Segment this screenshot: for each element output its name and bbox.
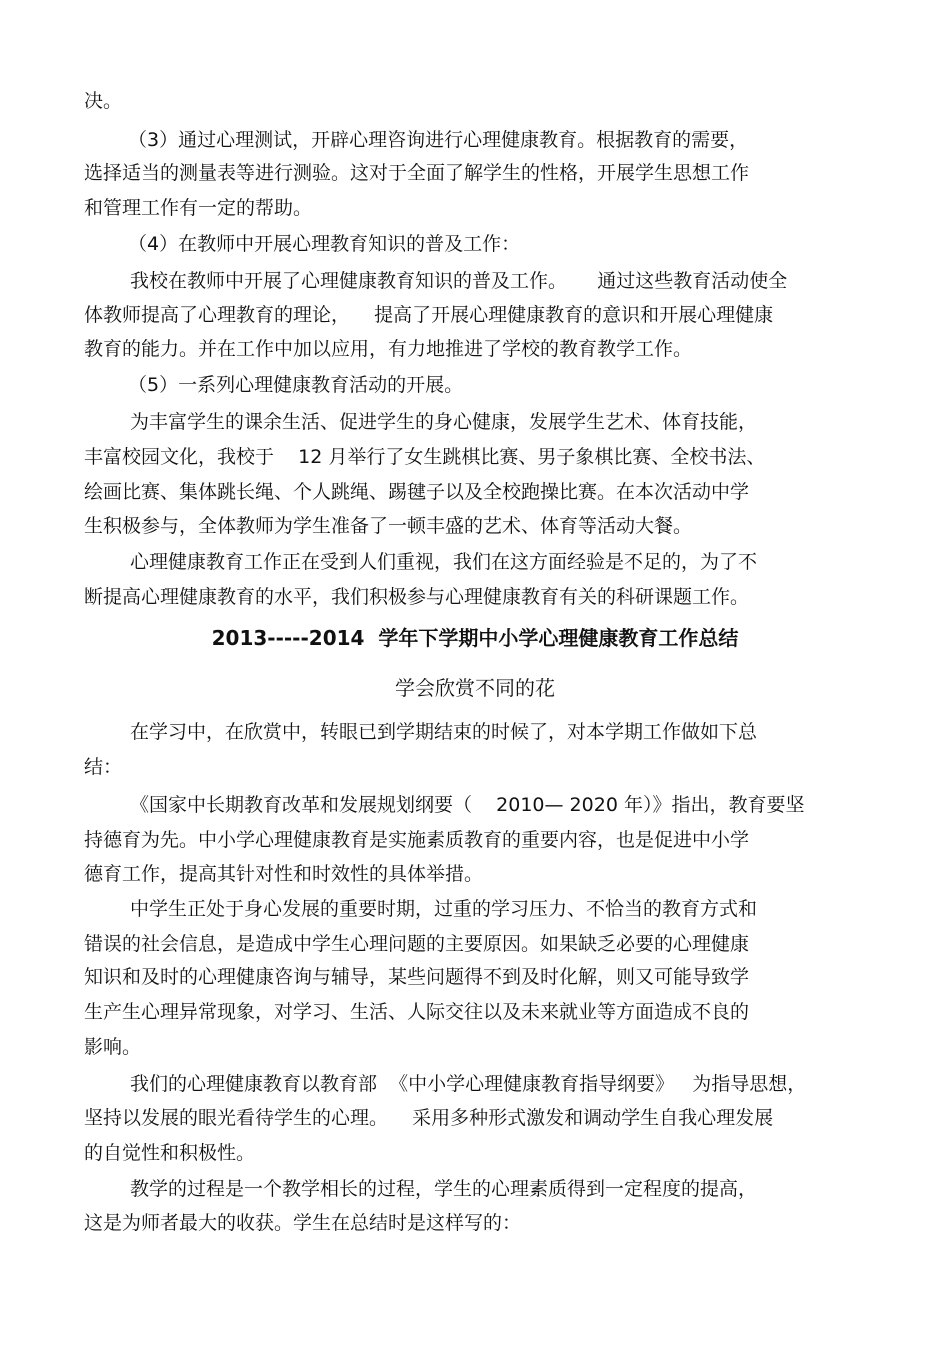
text-line: 持德育为先。中小学心理健康教育是实施素质教育的重要内容，也是促进中小学 (84, 829, 750, 851)
text-line: 知识和及时的心理健康咨询与辅导，某些问题得不到及时化解，则又可能导致学 (84, 966, 750, 988)
text-line: 体教师提高了心理教育的理论， 提高了开展心理健康教育的意识和开展心理健康 (84, 304, 774, 326)
text-line: 我们的心理健康教育以教育部 《中小学心理健康教育指导纲要》 为指导思想， (130, 1073, 807, 1095)
text-line: 在学习中，在欣赏中，转眼已到学期结束的时候了，对本学期工作做如下总 (130, 721, 758, 743)
text-line: 德育工作，提高其针对性和时效性的具体举措。 (84, 863, 484, 885)
text-line: 生产生心理异常现象，对学习、生活、人际交往以及未来就业等方面造成不良的 (84, 1001, 750, 1023)
text-line: 坚持以发展的眼光看待学生的心理。 采用多种形式激发和调动学生自我心理发展 (84, 1107, 774, 1129)
text-line: 这是为师者最大的收获。学生在总结时是这样写的： (84, 1212, 522, 1234)
text-line: 错误的社会信息，是造成中学生心理问题的主要原因。如果缺乏必要的心理健康 (84, 933, 750, 955)
text-line: （4）在教师中开展心理教育知识的普及工作： (128, 233, 521, 255)
text-line: 绘画比赛、集体跳长绳、个人跳绳、踢毽子以及全校跑操比赛。在本次活动中学 (84, 481, 750, 503)
text-line: 影响。 (84, 1036, 142, 1058)
text-line: 教学的过程是一个教学相长的过程，学生的心理素质得到一定程度的提高， (130, 1178, 758, 1200)
text-line: 的自觉性和积极性。 (84, 1142, 256, 1164)
document-title: 2013-----2014 学年下学期中小学心理健康教育工作总结 (211, 626, 739, 650)
text-line: 结： (84, 756, 123, 778)
text-line: 生积极参与，全体教师为学生准备了一顿丰盛的艺术、体育等活动大餐。 (84, 515, 693, 537)
document-subtitle: 学会欣赏不同的花 (395, 676, 555, 700)
text-line: 和管理工作有一定的帮助。 (84, 197, 313, 219)
text-line: 丰富校园文化，我校于 12 月举行了女生跳棋比赛、男子象棋比赛、全校书法、 (84, 446, 766, 468)
text-line: 心理健康教育工作正在受到人们重视，我们在这方面经验是不足的，为了不 (130, 551, 758, 573)
text-line: （3）通过心理测试，开辟心理咨询进行心理健康教育。根据教育的需要， (128, 129, 749, 151)
text-line: 《国家中长期教育改革和发展规划纲要（ 2010— 2020 年）》指出，教育要坚 (130, 794, 805, 816)
text-line: 中学生正处于身心发展的重要时期，过重的学习压力、不恰当的教育方式和 (130, 898, 758, 920)
text-line: 为丰富学生的课余生活、促进学生的身心健康，发展学生艺术、体育技能， (130, 411, 758, 433)
text-line: 断提高心理健康教育的水平，我们积极参与心理健康教育有关的科研课题工作。 (84, 586, 750, 608)
text-line: 我校在教师中开展了心理健康教育知识的普及工作。 通过这些教育活动使全 (130, 270, 788, 292)
text-line: 教育的能力。并在工作中加以应用，有力地推进了学校的教育教学工作。 (84, 338, 693, 360)
text-line: （5）一系列心理健康教育活动的开展。 (128, 374, 464, 396)
text-line: 选择适当的测量表等进行测验。这对于全面了解学生的性格，开展学生思想工作 (84, 162, 750, 184)
text-line: 决。 (84, 90, 123, 112)
